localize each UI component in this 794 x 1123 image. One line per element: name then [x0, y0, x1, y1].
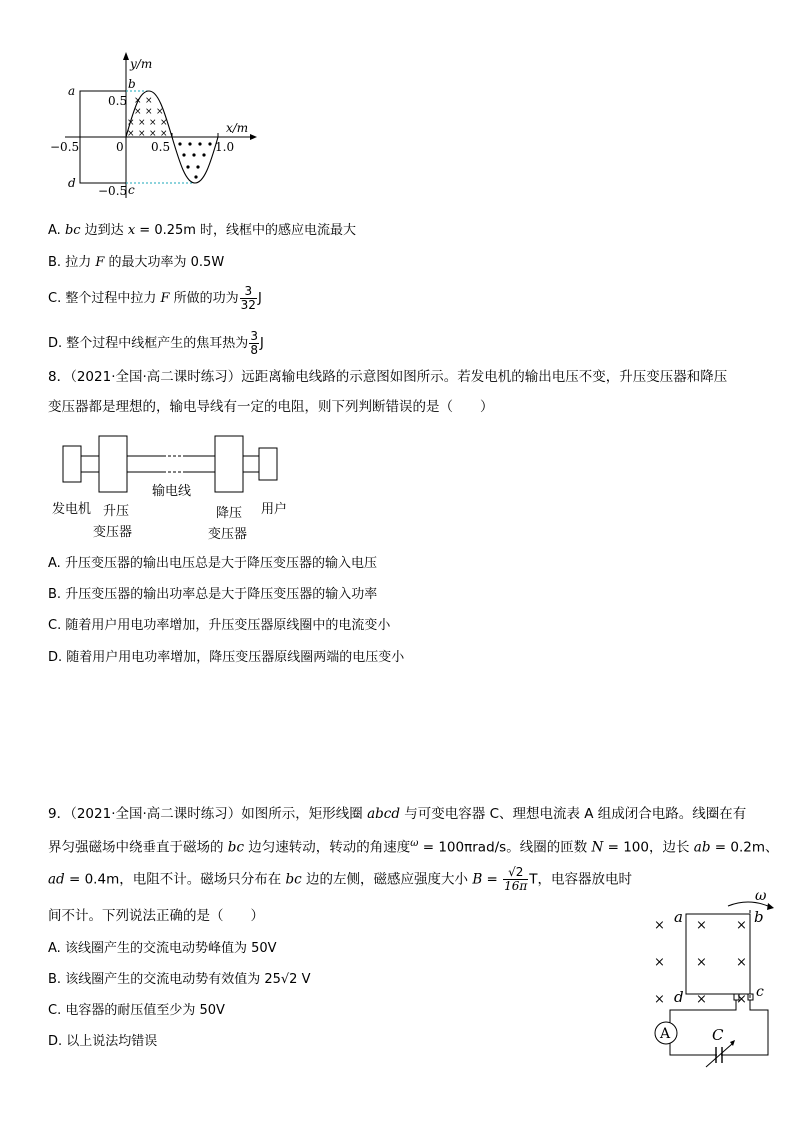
field-cross-mark: ×	[160, 129, 168, 139]
field-dot-mark	[198, 142, 201, 145]
field-cross-mark: ×	[134, 107, 142, 117]
graph-tick-x-05: 0.5	[151, 140, 171, 154]
q9-option-b[interactable]	[48, 971, 310, 989]
stem-text: T，电容器放电时	[529, 871, 633, 888]
field-dot-mark	[188, 142, 191, 145]
graph-label-c: c	[128, 183, 135, 197]
field-dot-mark	[194, 175, 197, 178]
field-cross-mark: ×	[654, 992, 665, 1007]
field-cross-mark: ×	[149, 129, 157, 139]
option-letter: A.	[48, 223, 61, 238]
option-letter: A.	[48, 556, 61, 571]
stem-var: ω	[410, 838, 419, 849]
field-cross-mark: ×	[736, 955, 747, 970]
stem-text: 边的左侧，磁感应强度大小	[301, 871, 473, 888]
field-dot-mark	[208, 142, 211, 145]
field-cross-mark: ×	[696, 918, 707, 933]
stem-var: ab	[693, 839, 711, 856]
field-cross-mark: ×	[654, 918, 665, 933]
graph-tick-y-05: 0.5	[108, 94, 128, 108]
q9-option-a[interactable]	[48, 940, 277, 958]
graph-label-x: x/m	[226, 121, 249, 135]
stem-text: = 0.4m，电阻不计。磁场只分布在	[64, 871, 286, 888]
option-letter: C.	[48, 1003, 62, 1018]
option-text: 升压变压器的输出功率总是大于降压变压器的输入功率	[65, 587, 378, 602]
ammeter-label: A	[660, 1026, 671, 1042]
option-text: 所做的功为	[169, 291, 239, 306]
option-letter: B.	[48, 255, 62, 270]
option-text: 随着用户用电功率增加，降压变压器原线圈两端的电压变小	[66, 650, 405, 665]
option-text: 升压变压器的输出电压总是大于降压变压器的输入电压	[64, 556, 377, 571]
q8-stem-line-2: 变压器都是理想的，输电导线有一定的电阻，则下列判断错误的是（ ）	[48, 399, 494, 415]
field-cross-mark: ×	[696, 955, 707, 970]
fraction-denominator: 8	[250, 343, 258, 357]
graph-tick-x-n05: −0.5	[50, 140, 80, 154]
fraction-numerator: 3	[250, 329, 258, 343]
field-cross-mark: ×	[127, 118, 135, 128]
stem-text: 与可变电容器 C、理想电流表 A 组成闭合电路。线圈在有	[399, 806, 747, 822]
q9-stem-line-3	[48, 866, 632, 893]
field-dot-mark	[178, 142, 181, 145]
stem-text: 9．（2021·全国·高二课时练习）如图所示，矩形线圈	[48, 806, 368, 822]
label-step-up-2: 变压器	[93, 525, 133, 540]
field-cross-mark: ×	[736, 992, 747, 1007]
fraction-numerator: √2	[503, 866, 528, 880]
option-text: 电容器的耐压值至少为 50V	[65, 1003, 225, 1018]
stem-text: 边匀速转动，转动的角速度	[244, 839, 411, 856]
coil-label-d: d	[674, 988, 684, 1006]
field-cross-mark: ×	[156, 107, 164, 117]
q7-option-c[interactable]	[48, 285, 262, 312]
fraction	[240, 285, 257, 312]
q9-stem-line-1	[48, 804, 746, 824]
label-user: 用户	[261, 502, 288, 517]
q9-stem-line-4: 间不计。下列说法正确的是（ ）	[48, 908, 264, 924]
option-var: F	[160, 291, 170, 306]
stem-var: B	[472, 871, 483, 888]
field-cross-mark: ×	[138, 118, 146, 128]
fraction	[249, 330, 259, 357]
graph-label-b: b	[128, 77, 136, 91]
label-step-down-1: 降压	[216, 506, 243, 521]
option-text: 拉力	[65, 255, 96, 270]
option-unit: J	[257, 291, 262, 306]
coil-label-c: c	[756, 984, 764, 1000]
q8-option-d[interactable]	[48, 649, 404, 667]
stem-text: = 0.2m、	[710, 839, 779, 856]
option-letter: D.	[48, 336, 63, 351]
q9-option-c[interactable]	[48, 1002, 225, 1020]
field-dot-mark	[202, 153, 205, 156]
fraction-denominator: 16π	[504, 879, 528, 893]
option-unit: V	[297, 972, 311, 987]
graph-label-a: a	[68, 84, 76, 98]
stem-text: 界匀强磁场中绕垂直于磁场的	[48, 839, 228, 856]
field-cross-mark: ×	[138, 129, 146, 139]
option-sqrt: √2	[280, 972, 298, 987]
field-dot-mark	[186, 165, 189, 168]
fraction-numerator: 3	[240, 285, 257, 299]
field-cross-mark: ×	[160, 118, 168, 128]
option-text: 边到达	[80, 223, 128, 238]
coil-label-a: a	[674, 908, 683, 926]
stem-var: abcd	[367, 806, 400, 822]
q7-option-a[interactable]	[48, 222, 356, 240]
option-text: 该线圈产生的交流电动势峰值为 50V	[64, 941, 277, 956]
q8-option-b[interactable]	[48, 586, 377, 604]
stem-var: ad	[48, 871, 65, 888]
option-letter: D.	[48, 650, 63, 665]
option-letter: D.	[48, 1034, 63, 1049]
field-dot-mark	[182, 153, 185, 156]
graph-label-y: y/m	[130, 57, 153, 71]
graph-label-d: d	[68, 176, 76, 190]
fraction	[503, 866, 528, 893]
capacitor-label: C	[712, 1026, 724, 1044]
field-cross-mark: ×	[145, 107, 153, 117]
stem-text: = 100πrad/s。线圈的匝数	[418, 839, 592, 856]
label-step-up-1: 升压	[103, 504, 130, 519]
stem-var: bc	[285, 871, 302, 888]
graph-tick-x-1: 1.0	[215, 140, 235, 154]
field-cross-mark: ×	[145, 96, 153, 106]
label-step-down-2: 变压器	[208, 527, 248, 542]
q9-option-d[interactable]	[48, 1033, 157, 1051]
option-text: 以上说法均错误	[66, 1034, 158, 1049]
option-letter: C.	[48, 618, 62, 633]
field-cross-mark: ×	[654, 955, 665, 970]
option-text: 该线圈产生的交流电动势有效值为 25	[65, 972, 281, 987]
fraction-denominator: 32	[240, 298, 256, 312]
q7-option-d[interactable]	[48, 330, 264, 357]
field-dot-mark	[192, 153, 195, 156]
option-letter: B.	[48, 587, 62, 602]
stem-var: N	[591, 839, 604, 856]
option-letter: B.	[48, 972, 62, 987]
q9-stem-line-2	[48, 834, 779, 858]
coil-circuit-diagram	[640, 880, 780, 1070]
q7-option-b[interactable]	[48, 254, 224, 272]
option-var: bc	[64, 223, 81, 238]
wave-graph	[40, 50, 270, 205]
option-var: F	[95, 255, 105, 270]
field-dot-mark	[196, 165, 199, 168]
option-unit: J	[259, 336, 264, 351]
stem-text: = 100，边长	[603, 839, 694, 856]
graph-tick-y-n05: −0.5	[98, 184, 128, 198]
field-cross-mark: ×	[736, 918, 747, 933]
q8-stem-line-1: 8．（2021·全国·高二课时练习）远距离输电线路的示意图如图所示。若发电机的输出电压不变，升压变压器和降压	[48, 369, 728, 385]
graph-tick-0: 0	[116, 140, 124, 154]
q8-option-a[interactable]	[48, 555, 377, 573]
option-text: 整个过程中线框产生的焦耳热为	[66, 336, 249, 351]
q8-option-c[interactable]	[48, 617, 390, 635]
coil-label-b: b	[754, 908, 764, 926]
label-generator: 发电机	[52, 502, 92, 517]
field-cross-mark: ×	[149, 118, 157, 128]
option-text: = 0.25m 时，线框中的感应电流最大	[135, 223, 357, 238]
stem-var: bc	[227, 839, 244, 856]
option-var: x	[127, 223, 136, 238]
option-text: 随着用户用电功率增加，升压变压器原线圈中的电流变小	[65, 618, 391, 633]
field-cross-mark: ×	[696, 992, 707, 1007]
option-text: 的最大功率为 0.5W	[104, 255, 225, 270]
option-text: 整个过程中拉力	[65, 291, 161, 306]
option-letter: C.	[48, 291, 62, 306]
option-letter: A.	[48, 941, 61, 956]
label-line: 输电线	[152, 484, 192, 499]
field-cross-mark: ×	[127, 129, 135, 139]
coil-label-omega: ω	[755, 888, 767, 904]
field-cross-mark: ×	[134, 96, 142, 106]
stem-text: =	[482, 871, 503, 888]
